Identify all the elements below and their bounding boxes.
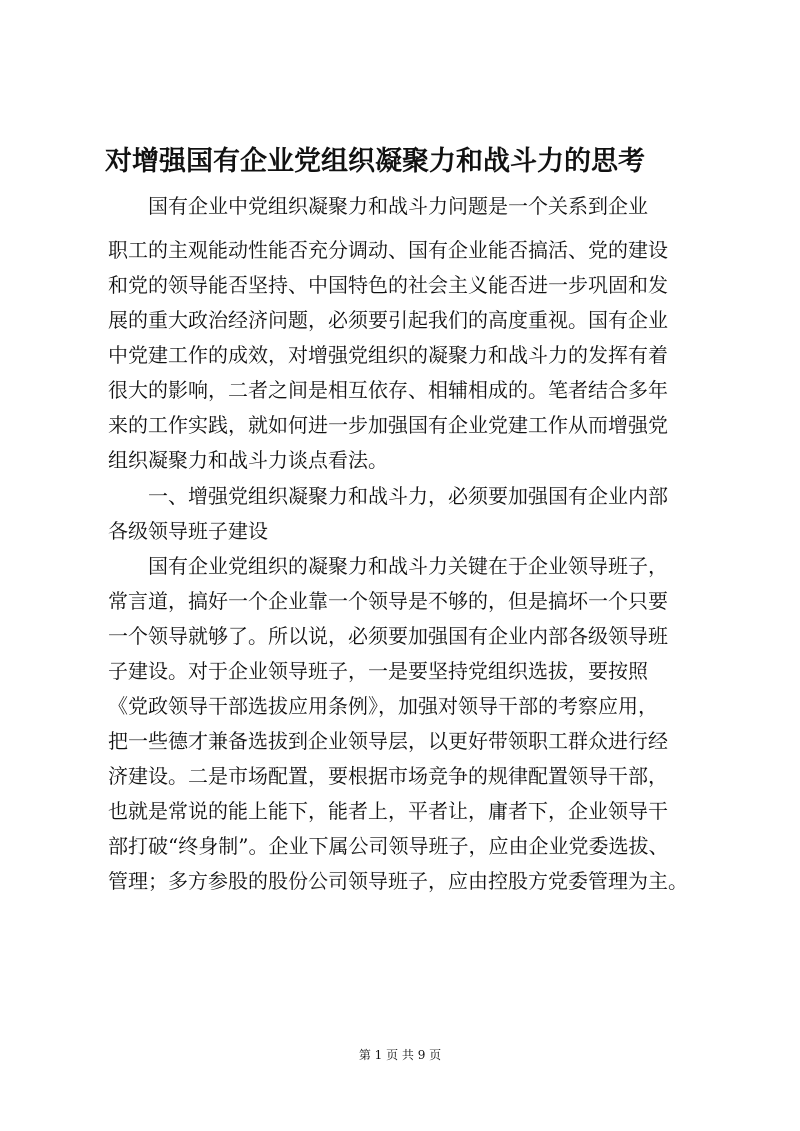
document-title: 对增强国有企业党组织凝聚力和战斗力的思考	[105, 146, 645, 177]
body-line: 管理；多方参股的股份公司领导班子，应由控股方党委管理为主。	[108, 869, 688, 893]
body-line: 也就是常说的能上能下，能者上，平者让，庸者下，企业领导干	[108, 799, 668, 823]
body-line: 国有企业中党组织凝聚力和战斗力问题是一个关系到企业	[108, 194, 648, 218]
body-line: 来的工作实践，就如何进一步加强国有企业党建工作从而增强党	[108, 413, 668, 437]
body-line: 把一些德才兼备选拔到企业领导层，以更好带领职工群众进行经	[108, 729, 668, 753]
body-line: 《党政领导干部选拔应用条例》，加强对领导干部的考察应用，	[108, 694, 658, 718]
body-line: 一个领导就够了。所以说，必须要加强国有企业内部各级领导班	[108, 624, 668, 648]
body-line: 和党的领导能否坚持、中国特色的社会主义能否进一步巩固和发	[108, 273, 668, 297]
body-line: 部打破“终身制”。企业下属公司领导班子，应由企业党委选拔、	[108, 834, 669, 858]
body-line: 组织凝聚力和战斗力谈点看法。	[108, 448, 388, 472]
body-line: 很大的影响，二者之间是相互依存、相辅相成的。笔者结合多年	[108, 378, 668, 402]
body-line: 一、增强党组织凝聚力和战斗力，必须要加强国有企业内部	[108, 484, 668, 508]
body-line: 常言道，搞好一个企业靠一个领导是不够的，但是搞坏一个只要	[108, 589, 668, 613]
body-line: 国有企业党组织的凝聚力和战斗力关键在于企业领导班子，	[108, 554, 668, 578]
body-line: 中党建工作的成效，对增强党组织的凝聚力和战斗力的发挥有着	[108, 343, 668, 367]
body-line: 职工的主观能动性能否充分调动、国有企业能否搞活、党的建设	[108, 238, 668, 262]
body-line: 济建设。二是市场配置，要根据市场竞争的规律配置领导干部，	[108, 764, 668, 788]
section-heading: 各级领导班子建设	[108, 519, 268, 543]
page-number-footer: 第 1 页 共 9 页	[358, 1048, 442, 1062]
body-line: 子建设。对于企业领导班子，一是要坚持党组织选拔，要按照	[108, 659, 648, 683]
body-line: 展的重大政治经济问题，必须要引起我们的高度重视。国有企业	[108, 308, 668, 332]
